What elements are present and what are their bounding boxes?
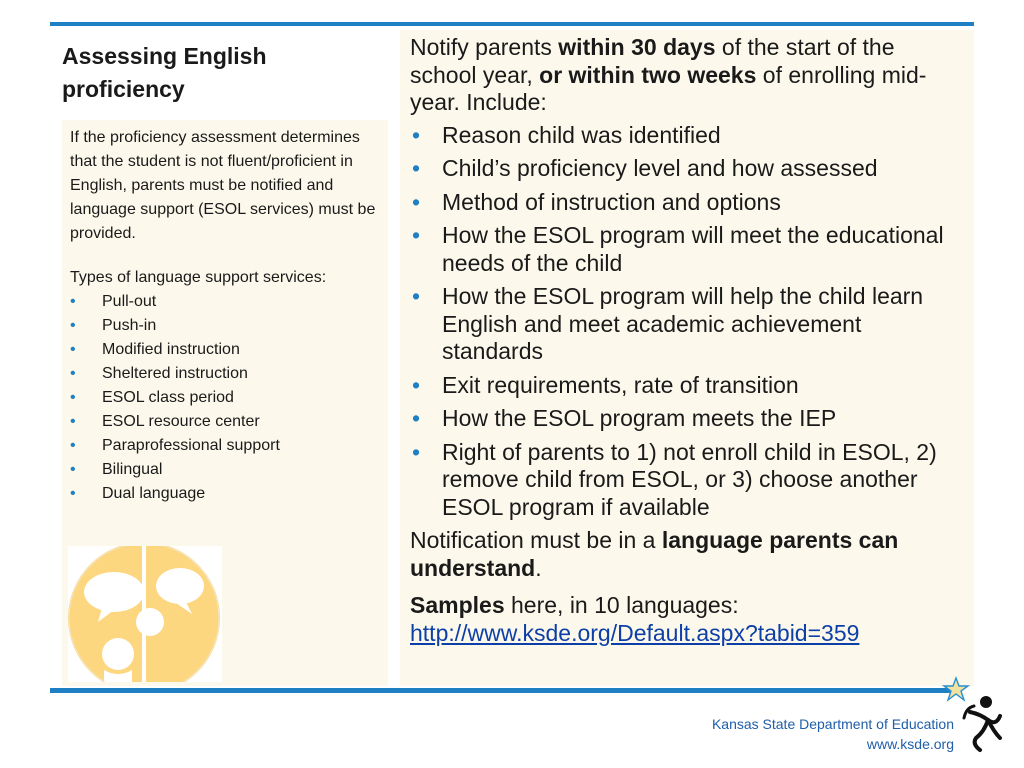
list-item: • Dual language: [70, 482, 382, 506]
types-heading: Types of language support services:: [70, 269, 327, 286]
conversation-icon: [68, 546, 222, 682]
list-item: • Exit requirements, rate of transition: [412, 371, 799, 398]
bullet-icon: •: [70, 413, 76, 430]
top-divider: [50, 22, 974, 26]
bullet-icon: •: [412, 188, 421, 215]
footer-url: www.ksde.org: [866, 736, 954, 752]
bullet-icon: •: [70, 485, 76, 502]
notification-contents-list: [410, 122, 966, 522]
bullet-icon: •: [412, 405, 421, 431]
right-panel: [400, 30, 974, 686]
list-item: • Child’s proficiency level and how assessed: [412, 155, 878, 181]
bottom-divider: [50, 688, 950, 693]
list-item: • Method of instruction and options: [412, 188, 781, 215]
list-item: • Bilingual: [70, 458, 382, 482]
footer-org: Kansas State Department of Education: [711, 716, 954, 732]
list-item: • ESOL class period: [70, 386, 382, 410]
bullet-icon: •: [412, 438, 421, 465]
bullet-icon: •: [412, 371, 421, 398]
bullet-icon: •: [70, 437, 76, 454]
service-types-list: [70, 290, 382, 506]
bullet-icon: •: [70, 293, 76, 310]
notify-intro: Notify parents within 30 days of the start of the school year, or within two weeks of enrolling mid-year. Include:: [410, 34, 927, 115]
bullet-icon: •: [70, 341, 76, 358]
samples-text: Samples here, in 10 languages: http://www.ksde.org/Default.aspx?tabid=359: [410, 592, 860, 646]
bullet-icon: •: [70, 317, 76, 334]
list-item: • Sheltered instruction: [70, 362, 382, 386]
samples-link[interactable]: http://www.ksde.org/Default.aspx?tabid=359: [410, 619, 860, 646]
bullet-icon: •: [70, 365, 76, 382]
bullet-icon: •: [412, 121, 421, 148]
slide-title: Assessing English proficiency: [62, 43, 267, 102]
speech-bubbles-illustration: [68, 546, 222, 682]
bullet-icon: •: [412, 155, 421, 181]
ksde-logo: [940, 672, 1004, 756]
list-item: • Paraprofessional support: [70, 434, 382, 458]
right-content: [410, 34, 966, 647]
bullet-icon: •: [412, 283, 421, 309]
list-item: • How the ESOL program will meet the educational needs of the child: [412, 222, 944, 276]
bullet-icon: •: [70, 389, 76, 406]
list-item: • Pull-out: [70, 290, 382, 314]
bullet-icon: •: [412, 222, 421, 248]
list-item: • Push-in: [70, 314, 382, 338]
list-item: • ESOL resource center: [70, 410, 382, 434]
list-item: • How the ESOL program will help the child learn English and meet academic achievement standards: [412, 283, 924, 364]
list-item: • How the ESOL program meets the IEP: [412, 405, 837, 431]
bullet-icon: •: [70, 461, 76, 478]
left-intro-text: If the proficiency assessment determines that the student is not fluent/proficient in English, parents must be notified and language support (ESOL services) must be provided.: [70, 129, 376, 242]
notification-language-text: Notification must be in a language parents can understand.: [410, 527, 899, 581]
left-content: [70, 126, 382, 506]
list-item: • Reason child was identified: [412, 121, 721, 148]
list-item: • Right of parents to 1) not enroll child in ESOL, 2) remove child from ESOL, or 3) choose another ESOL program if available: [412, 438, 937, 520]
footer: [712, 714, 954, 754]
list-item: • Modified instruction: [70, 338, 382, 362]
ksde-star-figure-icon: [940, 672, 1004, 756]
